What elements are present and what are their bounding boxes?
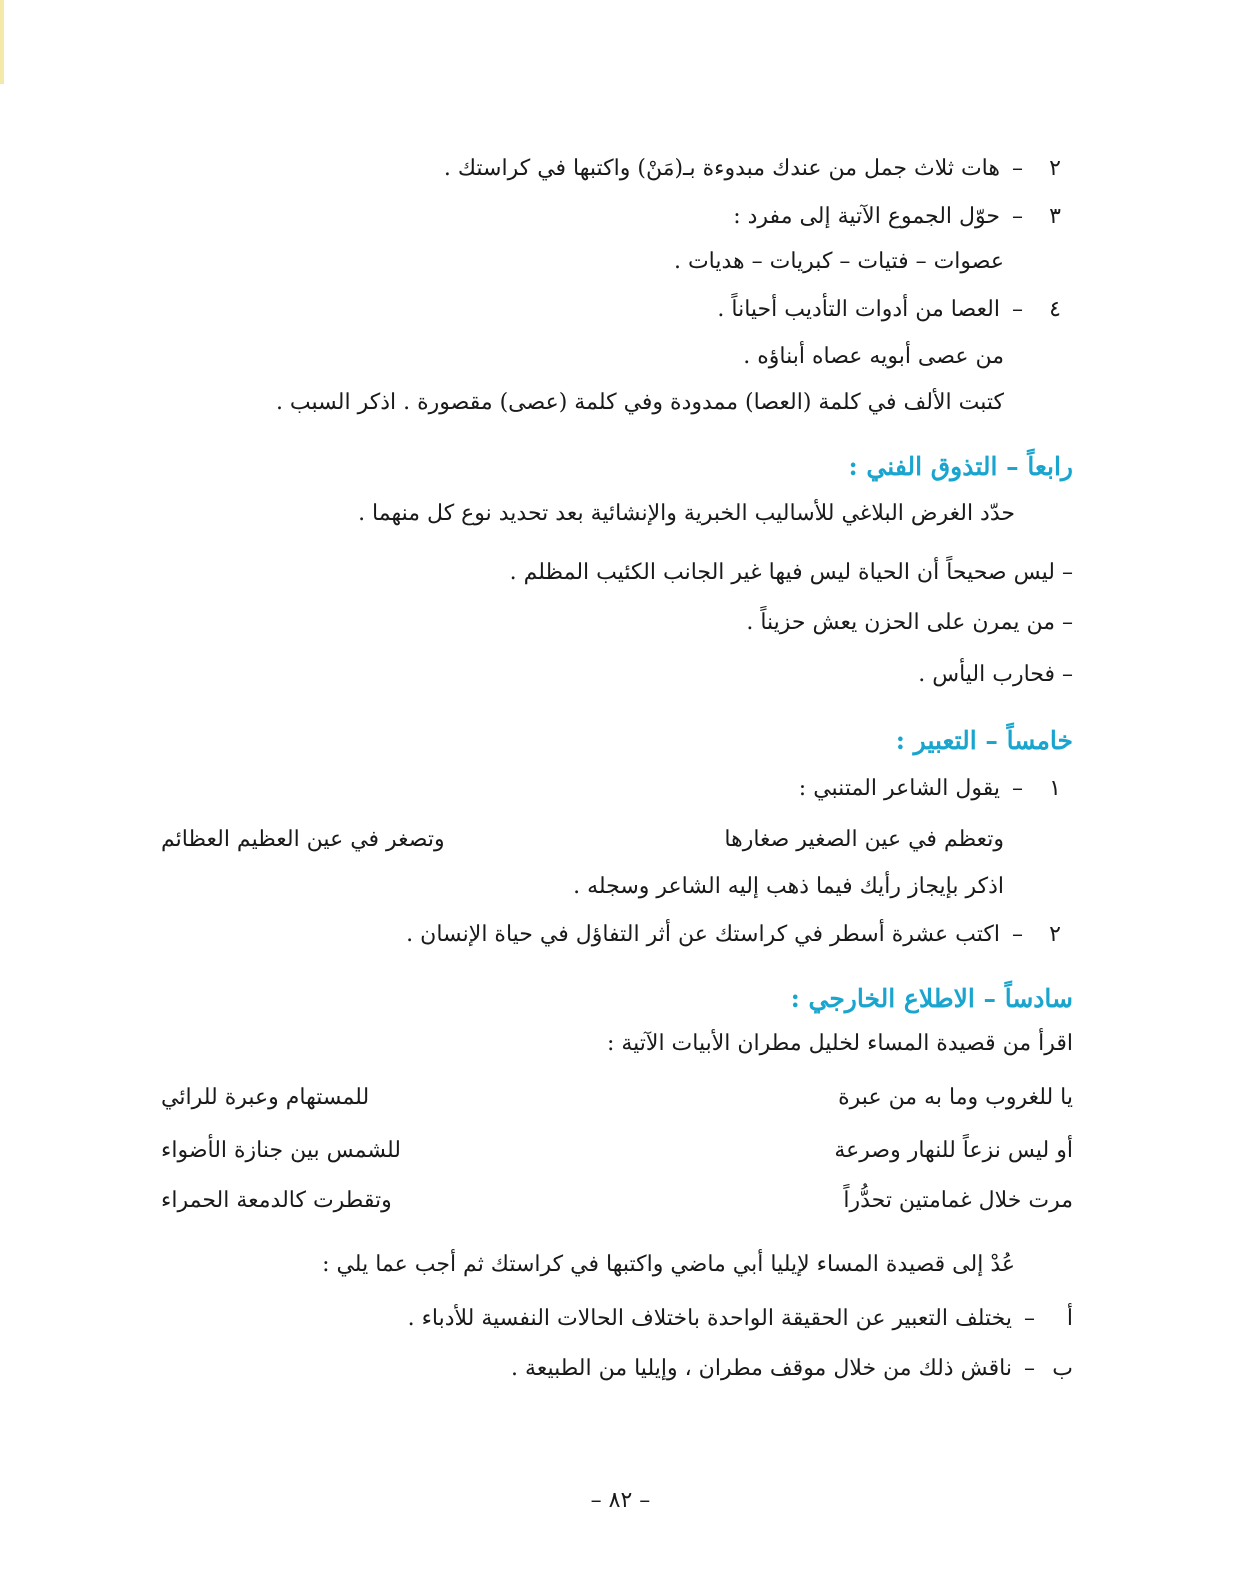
expression-q1: ١–يقول الشاعر المتنبي : bbox=[799, 772, 1061, 806]
exercise-4-line-1: من عصى أبويه عصاه أبناؤه . bbox=[743, 344, 1004, 369]
exercise-3: ٣–حوّل الجموع الآتية إلى مفرد : bbox=[733, 200, 1061, 234]
section-4-intro: حدّد الغرض البلاغي للأساليب الخبرية والإنشائية بعد تحديد نوع كل منهما . bbox=[358, 501, 1015, 526]
poem-verse-2 bbox=[161, 1132, 1073, 1170]
section-6-heading: سادساً – الاطلاع الخارجي : bbox=[790, 984, 1073, 1013]
section-4-item-3: – فحارب اليأس . bbox=[918, 662, 1073, 687]
section-4-item-1: – ليس صحيحاً أن الحياة ليس فيها غير الجانب الكئيب المظلم . bbox=[509, 560, 1073, 585]
task-b-text: ناقش ذلك من خلال موقف مطران ، وإيليا من الطبيعة . bbox=[511, 1356, 1012, 1381]
exercise-4-text: العصا من أدوات التأديب أحياناً . bbox=[717, 297, 1000, 322]
section-6-task: عُدْ إلى قصيدة المساء لإيليا أبي ماضي واكتبها في كراستك ثم أجب عما يلي : bbox=[322, 1252, 1015, 1277]
exercise-4-number: ٤ bbox=[1049, 297, 1061, 322]
task-a-text: يختلف التعبير عن الحقيقة الواحدة باختلاف الحالات النفسية للأدباء . bbox=[407, 1306, 1012, 1331]
expression-q2: ٢–اكتب عشرة أسطر في كراستك عن أثر التفاؤل في حياة الإنسان . bbox=[406, 918, 1061, 952]
expression-q2-text: اكتب عشرة أسطر في كراستك عن أثر التفاؤل في حياة الإنسان . bbox=[406, 922, 1000, 947]
verse-first-hemistich: وتعظم في عين الصغير صغارها bbox=[724, 827, 1004, 852]
poem-verse-2-first: أو ليس نزعاً للنهار وصرعة bbox=[834, 1138, 1073, 1163]
expression-q1-number: ١ bbox=[1049, 776, 1061, 801]
exercise-4-line-2: كتبت الألف في كلمة (العصا) ممدودة وفي كلمة (عصى) مقصورة . اذكر السبب . bbox=[275, 390, 1004, 415]
poem-verse-1-first: يا للغروب وما به من عبرة bbox=[838, 1085, 1073, 1110]
task-b-label: ب bbox=[1052, 1356, 1073, 1381]
poem-verse-3-first: مرت خلال غمامتين تحدُّراً bbox=[843, 1188, 1073, 1213]
section-5-heading: خامساً – التعبير : bbox=[895, 726, 1073, 755]
poem-verse-3-second: وتقطرت كالدمعة الحمراء bbox=[161, 1188, 392, 1213]
poem-verse-1 bbox=[161, 1079, 1073, 1117]
exercise-4: ٤–العصا من أدوات التأديب أحياناً . bbox=[717, 293, 1061, 327]
section-6-intro: اقرأ من قصيدة المساء لخليل مطران الأبيات الآتية : bbox=[606, 1031, 1073, 1056]
expression-q1-instruction: اذكر بإيجاز رأيك فيما ذهب إليه الشاعر وسجله . bbox=[573, 874, 1004, 899]
verse-second-hemistich: وتصغر في عين العظيم العظائم bbox=[161, 827, 445, 852]
mutanabbi-verse bbox=[161, 821, 1004, 859]
exercise-3-words: عصوات – فتيات – كبريات – هديات . bbox=[673, 249, 1004, 274]
poem-verse-2-second: للشمس بين جنازة الأضواء bbox=[161, 1138, 401, 1163]
page-number: – ٨٢ – bbox=[590, 1488, 651, 1513]
task-a-label: أ bbox=[1066, 1306, 1073, 1331]
exercise-3-text: حوّل الجموع الآتية إلى مفرد : bbox=[733, 204, 1000, 229]
exercise-2-text: هات ثلاث جمل من عندك مبدوءة بـ(مَنْ) واكتبها في كراستك . bbox=[443, 156, 1000, 181]
poem-verse-3 bbox=[161, 1182, 1073, 1220]
exercise-2: ٢–هات ثلاث جمل من عندك مبدوءة بـ(مَنْ) واكتبها في كراستك . bbox=[444, 152, 1061, 186]
expression-q1-text: يقول الشاعر المتنبي : bbox=[798, 776, 1000, 801]
section-4-item-2: – من يمرن على الحزن يعش حزيناً . bbox=[746, 610, 1073, 635]
poem-verse-1-second: للمستهام وعبرة للرائي bbox=[161, 1085, 370, 1110]
exercise-3-number: ٣ bbox=[1049, 204, 1061, 229]
exercise-2-number: ٢ bbox=[1049, 156, 1061, 181]
task-b: ب–ناقش ذلك من خلال موقف مطران ، وإيليا من الطبيعة . bbox=[511, 1352, 1073, 1386]
expression-q2-number: ٢ bbox=[1049, 922, 1061, 947]
task-a: أ–يختلف التعبير عن الحقيقة الواحدة باختلاف الحالات النفسية للأدباء . bbox=[408, 1302, 1073, 1336]
section-4-heading: رابعاً – التذوق الفني : bbox=[848, 452, 1073, 481]
